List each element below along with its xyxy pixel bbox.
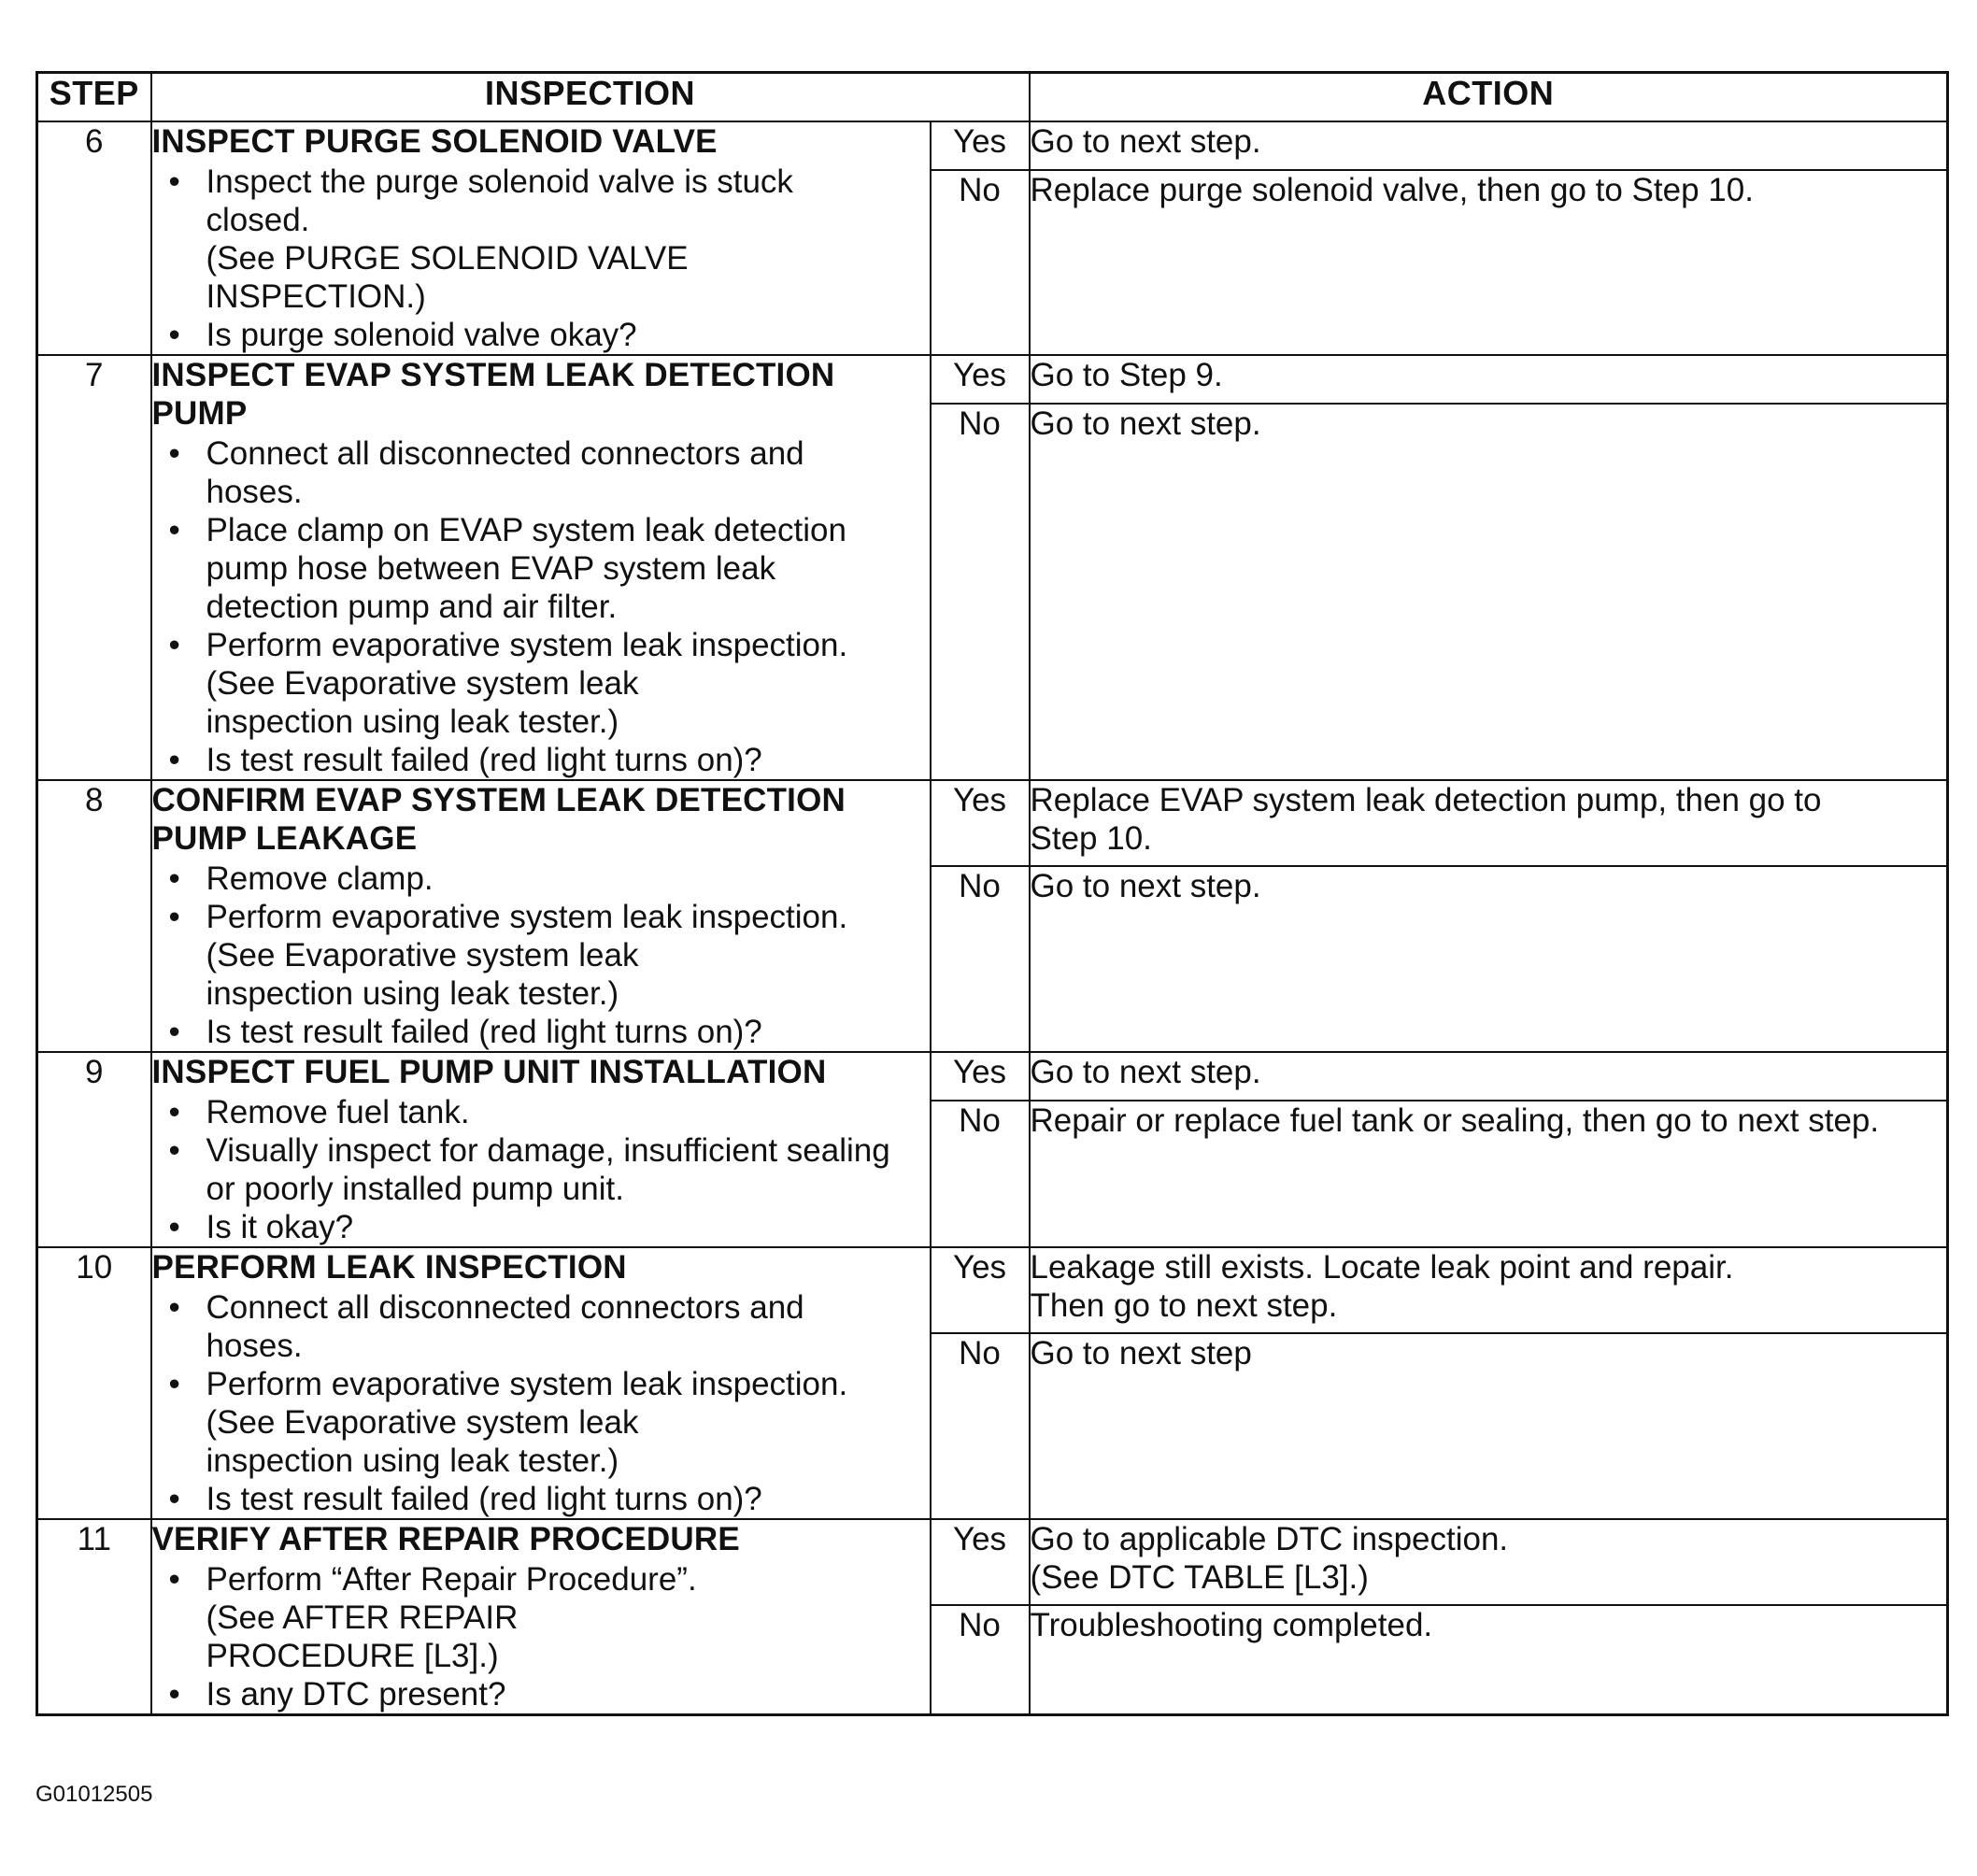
yes-action-line: Go to next step.	[1030, 1054, 1261, 1090]
inspection-bullet	[152, 626, 930, 741]
inspection-bullet	[152, 1480, 930, 1518]
inspection-bullet-line: hoses.	[206, 1328, 303, 1364]
inspection-bullet-list	[152, 1560, 930, 1713]
yes-label: Yes	[931, 1052, 1030, 1101]
inspection-bullet-line: • Visually inspect for damage, insufficient sealing	[206, 1132, 890, 1169]
inspection-bullet-line: inspection using leak tester.)	[206, 704, 619, 740]
inspection-bullet-line: (See Evaporative system leak	[206, 665, 639, 702]
no-action-line: Go to next step.	[1030, 868, 1261, 904]
inspection-bullet	[152, 1365, 930, 1480]
inspection-bullet	[152, 1208, 930, 1246]
yes-action-line: Leakage still exists. Locate leak point and repair.	[1030, 1249, 1734, 1286]
yes-label: Yes	[931, 1247, 1030, 1333]
inspection-cell	[151, 780, 931, 1052]
step-number: 6	[37, 121, 151, 355]
no-action	[1030, 1101, 1948, 1247]
yes-label: Yes	[931, 355, 1030, 404]
inspection-bullet-line: inspection using leak tester.)	[206, 975, 619, 1012]
inspection-cell	[151, 355, 931, 780]
yes-action-line: Go to Step 9.	[1030, 357, 1223, 393]
inspection-bullet-list	[152, 434, 930, 779]
inspection-cell	[151, 1247, 931, 1519]
inspection-bullet	[152, 741, 930, 779]
no-label: No	[931, 866, 1030, 1052]
no-label: No	[931, 404, 1030, 780]
step-number: 8	[37, 780, 151, 1052]
no-action-line: Go to next step	[1030, 1335, 1252, 1371]
header-inspection: INSPECTION	[151, 73, 1030, 122]
figure-code: G01012505	[36, 1782, 153, 1807]
inspection-bullet	[152, 163, 930, 316]
inspection-bullet-line: • Perform evaporative system leak inspection.	[206, 627, 848, 663]
inspection-title-line: INSPECT PURGE SOLENOID VALVE	[151, 123, 718, 160]
inspection-bullet-line: (See PURGE SOLENOID VALVE	[206, 240, 689, 277]
inspection-bullet-list	[152, 860, 930, 1051]
inspection-bullet	[152, 1013, 930, 1051]
inspection-bullet-line: • Inspect the purge solenoid valve is stuck	[206, 163, 793, 200]
table-row	[37, 1247, 1948, 1333]
inspection-bullet-line: • Connect all disconnected connectors and	[206, 1289, 804, 1326]
yes-action-line: Go to next step.	[1030, 123, 1261, 160]
inspection-bullet	[152, 1093, 930, 1131]
step-number: 9	[37, 1052, 151, 1247]
table-header-row	[37, 73, 1948, 122]
table-row	[37, 780, 1948, 866]
inspection-bullet-list	[152, 1093, 930, 1246]
inspection-bullet-line: PROCEDURE [L3].)	[206, 1638, 499, 1674]
table-row	[37, 355, 1948, 404]
no-action-line: Replace purge solenoid valve, then go to Step 10.	[1030, 172, 1754, 208]
inspection-bullet	[152, 511, 930, 626]
inspection-bullet	[152, 1675, 930, 1713]
yes-action-line: Then go to next step.	[1030, 1287, 1338, 1324]
inspection-title	[152, 781, 930, 858]
no-action	[1030, 1333, 1948, 1519]
inspection-title-line: PUMP LEAKAGE	[151, 820, 418, 857]
inspection-title-line: PERFORM LEAK INSPECTION	[151, 1249, 627, 1286]
inspection-bullet	[152, 1288, 930, 1365]
inspection-bullet	[152, 1560, 930, 1675]
inspection-title	[152, 1248, 930, 1286]
inspection-bullet-line: hoses.	[206, 474, 303, 510]
yes-label: Yes	[931, 1519, 1030, 1605]
table-body	[37, 121, 1948, 1715]
inspection-bullet-line: • Is test result failed (red light turns on)?	[206, 1481, 762, 1517]
no-label: No	[931, 1333, 1030, 1519]
no-action	[1030, 1605, 1948, 1715]
inspection-bullet-line: • Perform evaporative system leak inspection.	[206, 1366, 848, 1402]
inspection-title-line: INSPECT EVAP SYSTEM LEAK DETECTION	[151, 357, 835, 393]
no-action	[1030, 404, 1948, 780]
no-label: No	[931, 170, 1030, 355]
inspection-bullet-list	[152, 1288, 930, 1518]
inspection-bullet-line: inspection using leak tester.)	[206, 1443, 619, 1479]
inspection-bullet-line: • Is any DTC present?	[206, 1676, 506, 1713]
inspection-bullet	[152, 860, 930, 898]
no-label: No	[931, 1605, 1030, 1715]
inspection-bullet-line: • Perform evaporative system leak inspection.	[206, 899, 848, 935]
inspection-bullet-line: or poorly installed pump unit.	[206, 1171, 624, 1207]
yes-action-line: (See DTC TABLE [L3].)	[1030, 1559, 1369, 1596]
yes-action	[1030, 1247, 1948, 1333]
inspection-bullet-line: • Remove fuel tank.	[206, 1094, 470, 1130]
inspection-cell	[151, 121, 931, 355]
yes-label: Yes	[931, 121, 1030, 170]
inspection-title-line: CONFIRM EVAP SYSTEM LEAK DETECTION	[151, 782, 846, 818]
table-row	[37, 1519, 1948, 1605]
inspection-bullet-line: • Perform “After Repair Procedure”.	[206, 1561, 697, 1598]
no-action	[1030, 866, 1948, 1052]
inspection-bullet-line: INSPECTION.)	[206, 278, 426, 315]
no-action-line: Go to next step.	[1030, 405, 1261, 442]
inspection-bullet-line: • Is test result failed (red light turns on)?	[206, 1014, 762, 1050]
header-step: STEP	[37, 73, 151, 122]
yes-action-line: Go to applicable DTC inspection.	[1030, 1521, 1509, 1557]
no-action	[1030, 170, 1948, 355]
inspection-bullet-line: pump hose between EVAP system leak	[206, 550, 776, 587]
inspection-title	[152, 1053, 930, 1091]
inspection-title	[152, 356, 930, 433]
inspection-title	[152, 122, 930, 161]
troubleshooting-table	[36, 71, 1949, 1716]
yes-action	[1030, 780, 1948, 866]
table-row	[37, 1052, 1948, 1101]
step-number: 10	[37, 1247, 151, 1519]
step-number: 11	[37, 1519, 151, 1715]
yes-action	[1030, 121, 1948, 170]
inspection-title	[152, 1520, 930, 1558]
yes-action	[1030, 355, 1948, 404]
inspection-bullet-line: • Connect all disconnected connectors and	[206, 435, 804, 472]
inspection-title-line: INSPECT FUEL PUMP UNIT INSTALLATION	[151, 1054, 827, 1090]
inspection-bullet-line: • Is it okay?	[206, 1209, 354, 1245]
inspection-bullet-line: (See AFTER REPAIR	[206, 1599, 519, 1636]
yes-action	[1030, 1052, 1948, 1101]
step-number: 7	[37, 355, 151, 780]
inspection-bullet	[152, 898, 930, 1013]
inspection-bullet	[152, 316, 930, 354]
yes-label: Yes	[931, 780, 1030, 866]
table-row	[37, 121, 1948, 170]
no-label: No	[931, 1101, 1030, 1247]
no-action-line: Repair or replace fuel tank or sealing, then go to next step.	[1030, 1102, 1880, 1139]
inspection-bullet-line: detection pump and air filter.	[206, 589, 618, 625]
inspection-bullet-line: • Is purge solenoid valve okay?	[206, 317, 637, 353]
inspection-bullet	[152, 434, 930, 511]
inspection-bullet	[152, 1131, 930, 1208]
troubleshooting-table-container	[36, 71, 1946, 1716]
inspection-bullet-line: • Remove clamp.	[206, 860, 434, 897]
inspection-cell	[151, 1519, 931, 1715]
inspection-bullet-line: • Is test result failed (red light turns on)?	[206, 742, 762, 778]
header-action: ACTION	[1030, 73, 1948, 122]
inspection-bullet-line: • Place clamp on EVAP system leak detection	[206, 512, 846, 548]
inspection-bullet-line: closed.	[206, 202, 310, 238]
inspection-title-line: VERIFY AFTER REPAIR PROCEDURE	[151, 1521, 740, 1557]
inspection-bullet-line: (See Evaporative system leak	[206, 1404, 639, 1441]
yes-action-line: Step 10.	[1030, 820, 1152, 857]
no-action-line: Troubleshooting completed.	[1030, 1607, 1433, 1643]
inspection-cell	[151, 1052, 931, 1247]
inspection-title-line: PUMP	[151, 395, 248, 432]
yes-action	[1030, 1519, 1948, 1605]
inspection-bullet-line: (See Evaporative system leak	[206, 937, 639, 974]
yes-action-line: Replace EVAP system leak detection pump, then go to	[1030, 782, 1822, 818]
inspection-bullet-list	[152, 163, 930, 354]
